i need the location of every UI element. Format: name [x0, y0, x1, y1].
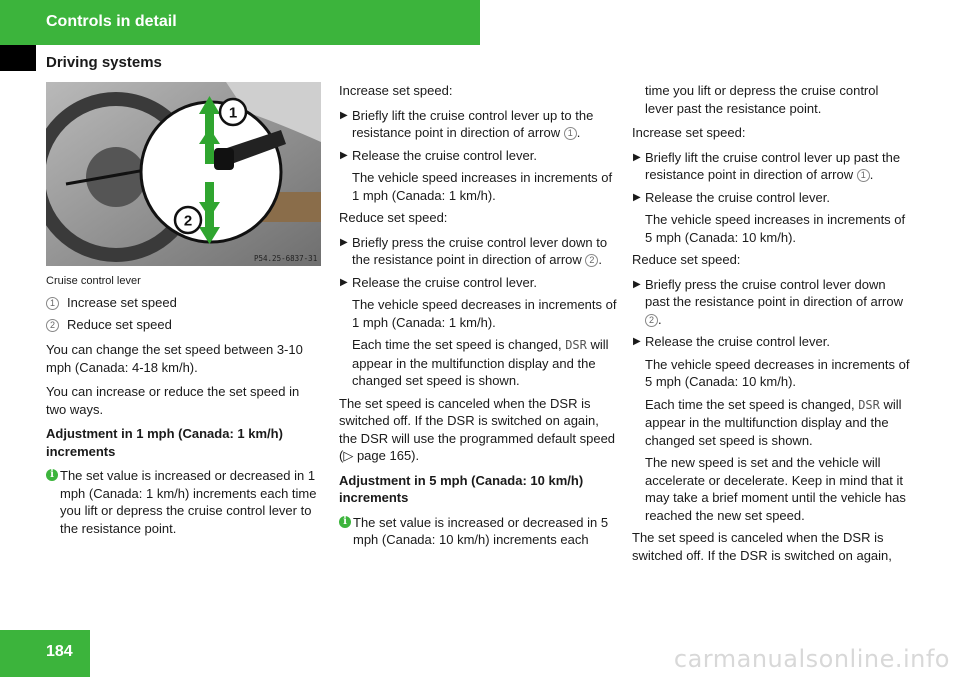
legend-item: 2 Reduce set speed — [46, 316, 322, 334]
paragraph: The set speed is canceled when the DSR is switched off. If the DSR is switched on again, — [632, 530, 892, 563]
legend-num: 2 — [46, 319, 59, 332]
instruction-step: ▶ Briefly lift the cruise control lever up to the resistance point in direction of arrow 1 . — [340, 107, 594, 140]
instruction-step: ▶ Release the cruise control lever. — [340, 147, 537, 163]
label: Increase set speed: — [632, 125, 746, 140]
step-result: The vehicle speed decreases in increments of 5 mph (Canada: 10 km/h). — [645, 356, 910, 389]
step-arrow-icon: ▶ — [340, 276, 348, 288]
step-arrow-icon: ▶ — [633, 336, 641, 347]
arrow-ref: 1 — [857, 169, 870, 182]
column-middle — [339, 82, 617, 556]
info-continued: time you lift or depress the cruise control lever past the resistance point. — [645, 83, 879, 116]
paragraph: The set speed is canceled when the DSR is switched off. If the DSR is switched on again, the DSR will use the programmed default speed (▷ page 165). — [339, 395, 616, 463]
section-title: Driving systems — [46, 54, 162, 71]
callout-1: 1 — [228, 104, 238, 122]
instruction-step: ▶ Release the cruise control lever. — [633, 189, 830, 205]
paragraph: You can change the set speed between 3-10 mph (Canada: 4-18 km/h). — [46, 342, 303, 375]
step-arrow-icon: ▶ — [340, 149, 348, 161]
column-right — [632, 82, 910, 571]
info-icon: i — [339, 516, 351, 528]
instruction-step: ▶ Briefly lift the cruise control lever up past the resistance point in direction of arrow 1 . — [633, 149, 901, 182]
watermark: carmanualsonline.info — [673, 645, 950, 673]
step-result: The vehicle speed decreases in increments of 1 mph (Canada: 1 km/h). — [352, 297, 617, 330]
step-result: The vehicle speed increases in increments of 1 mph (Canada: 1 km/h). — [352, 170, 613, 203]
display-message: DSR — [565, 338, 587, 352]
step-result: Each time the set speed is changed, DSR will appear in the multifunction display and the changed set speed is shown. — [645, 396, 902, 448]
arrow-ref: 1 — [564, 127, 577, 140]
step-arrow-icon: ▶ — [340, 236, 348, 248]
label: Increase set speed: — [339, 83, 453, 98]
figure-code: P54.25-6837-31 — [254, 254, 318, 263]
instruction-step: ▶ Release the cruise control lever. — [340, 274, 537, 290]
info-note: i The set value is increased or decreased in 1 mph (Canada: 1 km/h) increments each time you lift or depress the cruise control lever to the resistance point. — [46, 467, 322, 537]
figure-caption: Cruise control lever — [46, 275, 141, 287]
page-number: 184 — [46, 643, 73, 660]
arrow-ref: 2 — [645, 314, 658, 327]
display-message: DSR — [858, 397, 880, 412]
legend-item: 1 Increase set speed — [46, 294, 322, 312]
step-arrow-icon: ▶ — [633, 278, 641, 290]
step-arrow-icon: ▶ — [340, 109, 348, 121]
instruction-step: ▶ Briefly press the cruise control lever down to the resistance point in direction of arrow 2 . — [340, 234, 608, 267]
label: Reduce set speed: — [339, 210, 448, 225]
step-result: The new speed is set and the vehicle will accelerate or decelerate. Keep in mind that it may take a brief moment until the vehicle has reached the new set speed. — [645, 455, 906, 523]
info-icon: i — [46, 469, 58, 481]
chapter-title: Controls in detail — [46, 13, 177, 30]
step-arrow-icon: ▶ — [633, 191, 641, 203]
instruction-step: ▶ Release the cruise control lever. — [633, 334, 830, 349]
subheading: Adjustment in 5 mph (Canada: 10 km/h) increments — [339, 472, 584, 505]
arrow-ref: 2 — [585, 254, 598, 267]
info-note: i The set value is increased or decreased in 5 mph (Canada: 10 km/h) increments each — [339, 514, 617, 549]
cruise-control-lever-figure — [46, 82, 321, 266]
step-result: Each time the set speed is changed, DSR will appear in the multifunction display and the changed set speed is shown. — [352, 337, 609, 388]
paragraph: You can increase or reduce the set speed in two ways. — [46, 384, 300, 417]
step-result: The vehicle speed increases in increments of 5 mph (Canada: 10 km/h). — [645, 212, 906, 245]
page-number-box — [0, 630, 90, 677]
instruction-step: ▶ Briefly press the cruise control lever down past the resistance point in direction of arrow 2 . — [633, 276, 903, 327]
label: Reduce set speed: — [632, 252, 741, 267]
legend-num: 1 — [46, 297, 59, 310]
callout-2: 2 — [183, 212, 193, 230]
column-left — [46, 82, 322, 544]
step-arrow-icon: ▶ — [633, 151, 641, 163]
page-ref-icon: ▷ — [343, 448, 354, 463]
section-tab-marker — [0, 45, 36, 71]
subheading: Adjustment in 1 mph (Canada: 1 km/h) increments — [46, 426, 283, 459]
